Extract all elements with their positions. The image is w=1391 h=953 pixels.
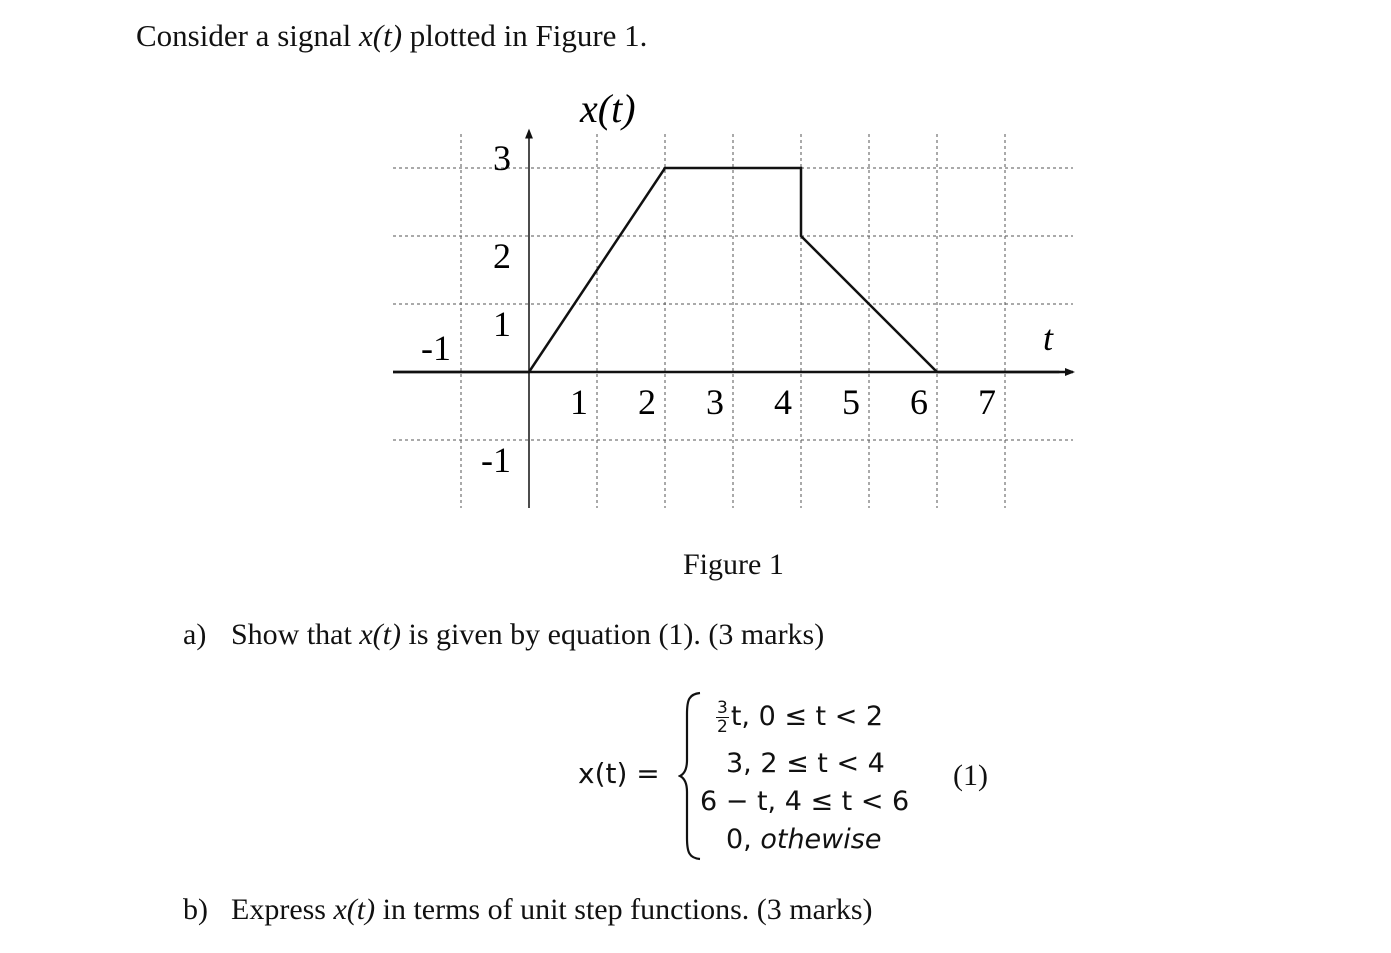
intro-before: Consider a signal <box>136 18 359 53</box>
x-tick-label: 6 <box>910 382 928 422</box>
equation-brace <box>678 690 704 862</box>
x-tick-label-negative: -1 <box>421 328 451 368</box>
y-axis-label: x(t) <box>580 86 636 131</box>
figure-caption: Figure 1 <box>683 548 784 581</box>
question-b <box>183 893 873 927</box>
question-b-var: x(t) <box>333 893 376 926</box>
case-1-rest: t, 0 ≤ t < 2 <box>730 701 884 732</box>
intro-signal: x(t) <box>359 18 403 53</box>
intro-after: plotted in Figure 1. <box>402 18 648 53</box>
y-tick-label: 2 <box>493 236 511 276</box>
fraction-three-halves <box>716 699 729 736</box>
question-a-text-after: is given by equation (1). (3 marks) <box>400 618 825 651</box>
fraction-denominator: 2 <box>717 717 728 737</box>
equation-lhs-text: x(t) = <box>578 757 660 790</box>
y-tick-label: 1 <box>493 304 511 344</box>
question-a-var: x(t) <box>359 618 401 651</box>
case-4-value: 0, <box>726 824 761 855</box>
y-tick-label: -1 <box>481 440 511 480</box>
equation-case-4 <box>726 824 881 855</box>
intro-text <box>136 18 647 54</box>
x-tick-label: 7 <box>978 382 996 422</box>
question-b-text-after: in terms of unit step functions. (3 marks) <box>375 893 873 926</box>
case-4-condition: othewise <box>760 824 882 855</box>
question-a <box>183 618 824 652</box>
x-axis-label: t <box>1043 318 1054 358</box>
equation-case-1 <box>716 699 883 736</box>
question-a-text-before: Show that <box>231 618 360 651</box>
question-a-label: a) <box>183 618 207 651</box>
equation-case-2: 3, 2 ≤ t < 4 <box>726 748 885 779</box>
y-tick-label: 3 <box>493 138 511 178</box>
equation-number: (1) <box>953 759 988 792</box>
x-tick-label: 2 <box>638 382 656 422</box>
x-tick-label: 5 <box>842 382 860 422</box>
equation-lhs <box>578 757 660 790</box>
x-tick-label: 3 <box>706 382 724 422</box>
question-b-label: b) <box>183 893 208 926</box>
equation-case-3: 6 − t, 4 ≤ t < 6 <box>700 786 910 817</box>
x-tick-label: 4 <box>774 382 792 422</box>
tick-labels <box>421 138 996 480</box>
signal-plot <box>380 80 1100 530</box>
question-b-text-before: Express <box>231 893 334 926</box>
fraction-numerator: 3 <box>717 698 728 718</box>
x-tick-label: 1 <box>570 382 588 422</box>
